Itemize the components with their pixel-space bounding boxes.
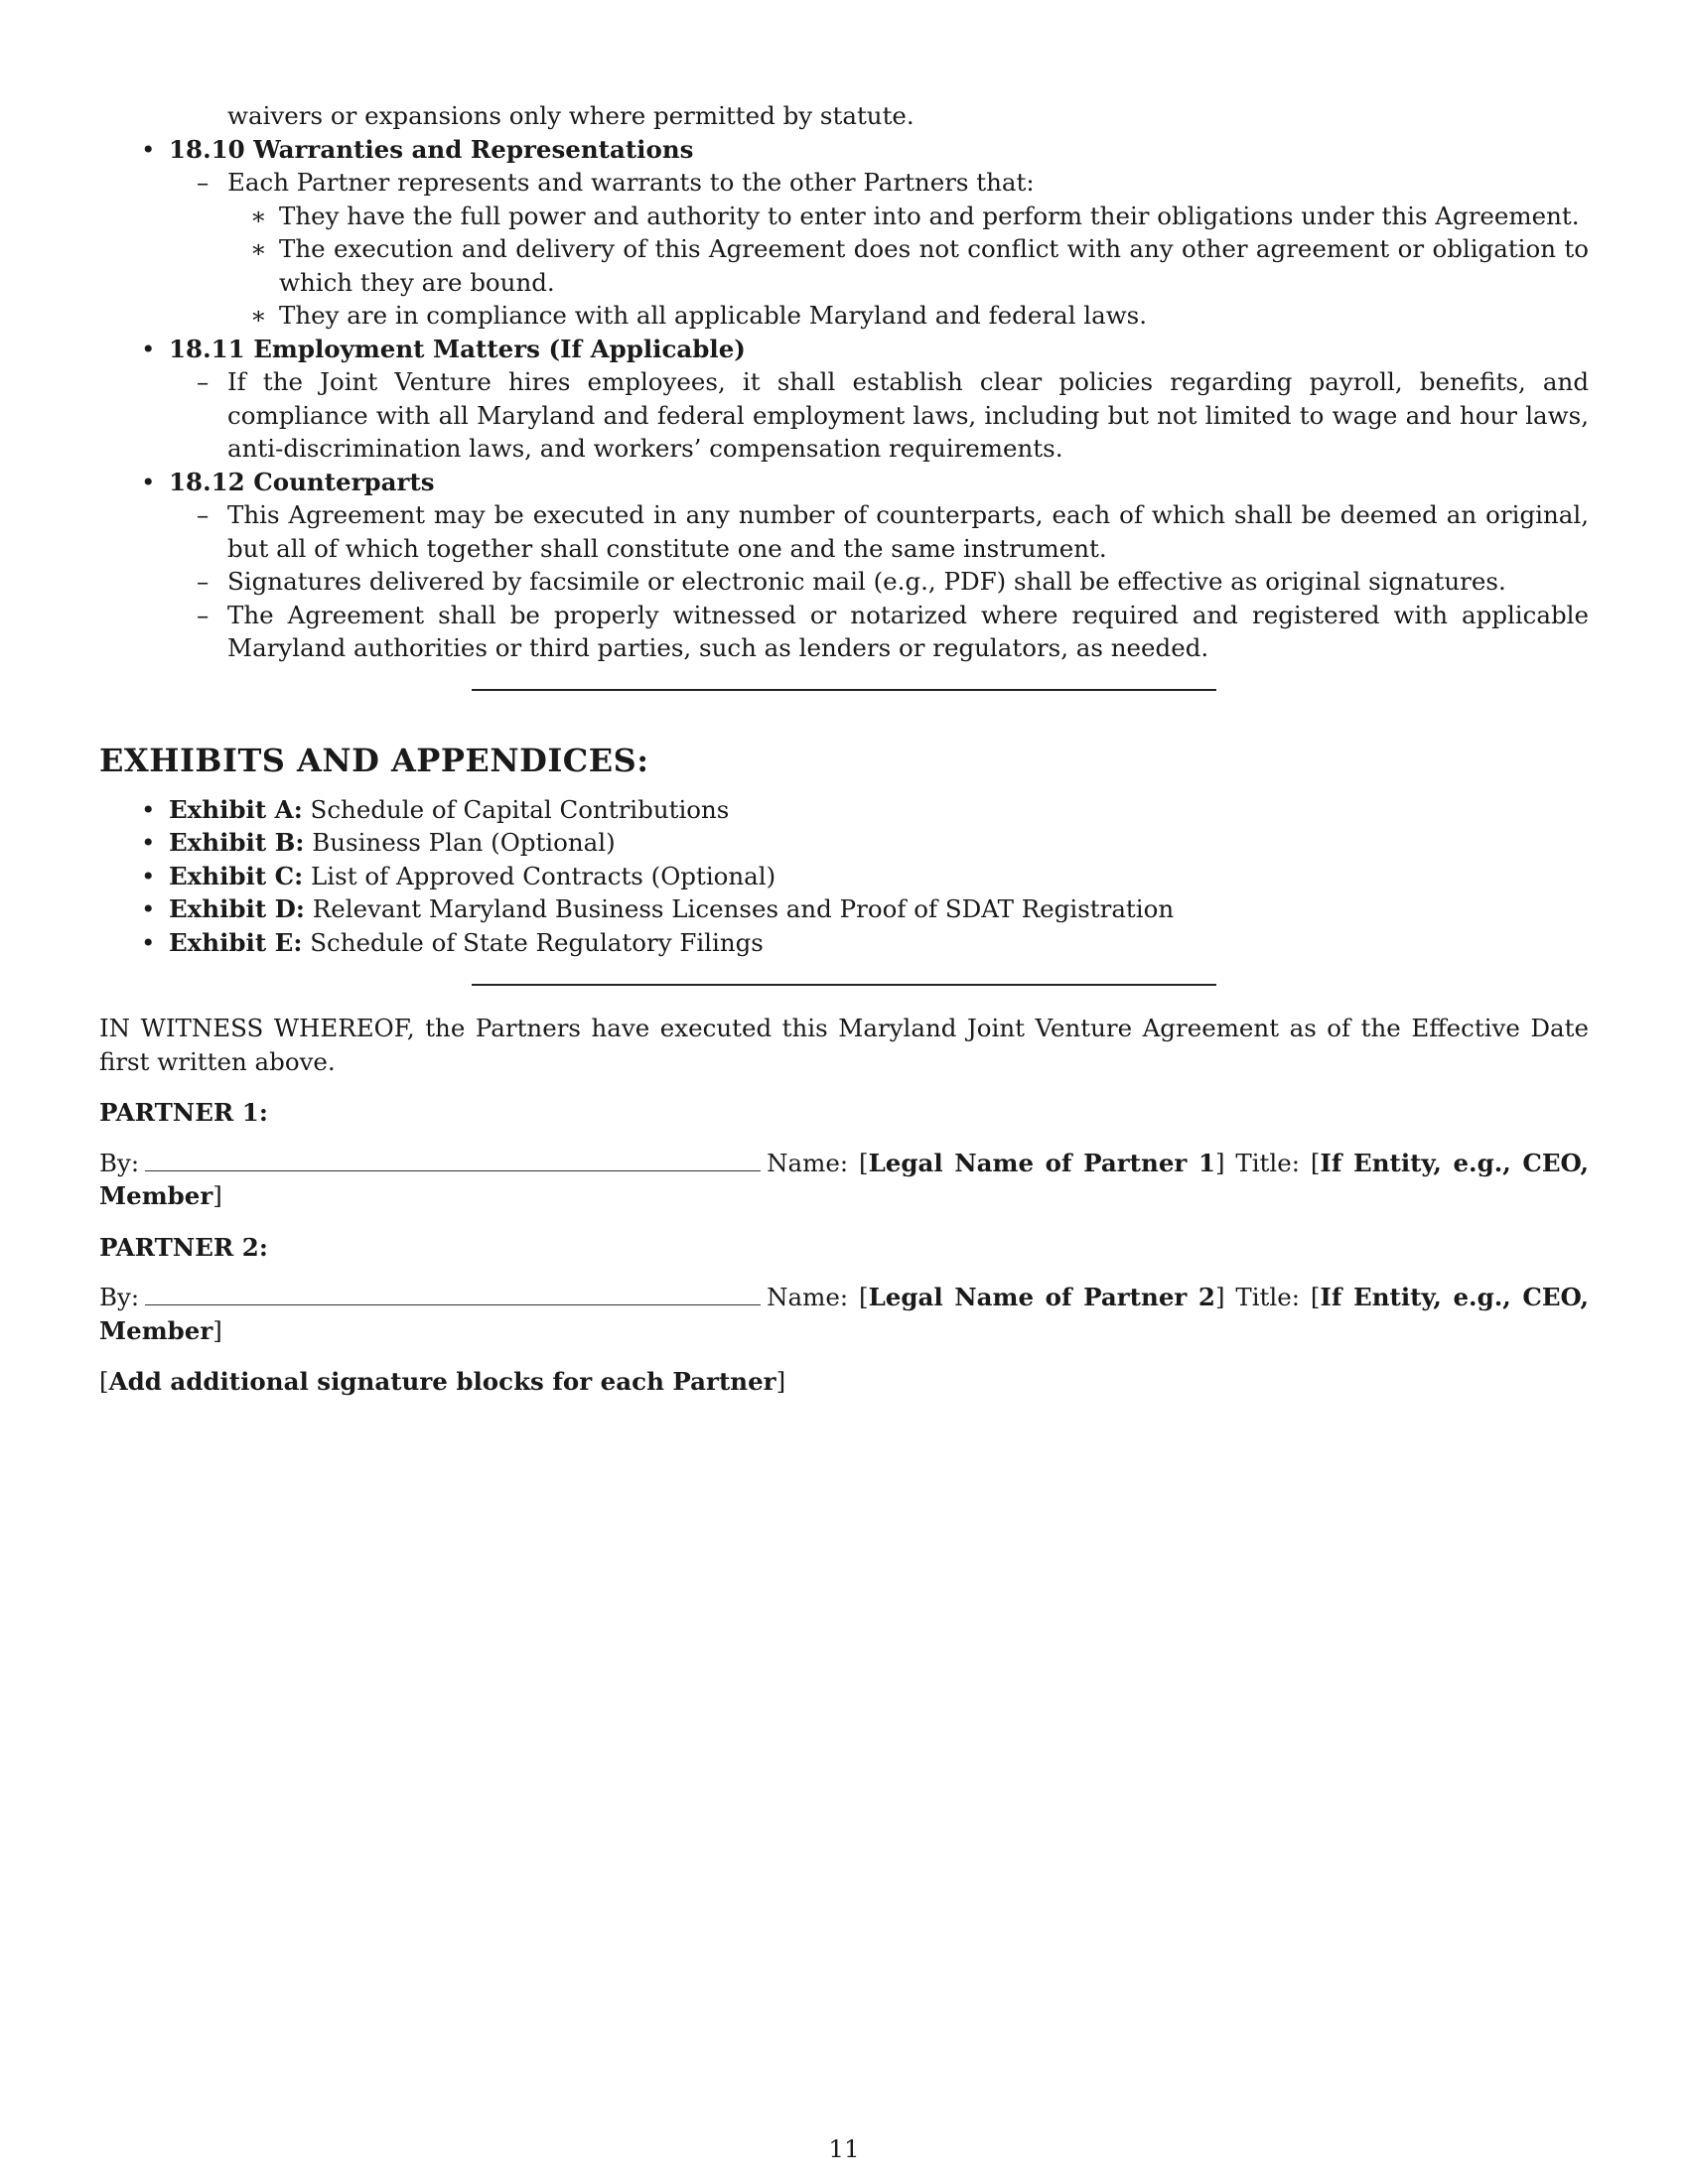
section-18-11 <box>99 333 1589 366</box>
partner-name: Legal Name of Partner 1 <box>868 1148 1215 1177</box>
partner-2-heading: PARTNER 2: <box>99 1232 268 1262</box>
list-item-text: This Agreement may be executed in any number of counterparts, each of which shall be deemed an original, but all of which together shall constitute one and the same instrument. <box>227 500 1589 563</box>
close-bracket: ] <box>212 1315 222 1345</box>
section-18-10-intro <box>99 166 1589 200</box>
open-bracket: [ <box>1310 1283 1321 1311</box>
open-bracket: [ <box>99 1367 109 1396</box>
exhibit-item <box>99 892 1589 926</box>
by-label: By: <box>99 1283 140 1311</box>
close-bracket: ] <box>212 1181 222 1210</box>
exhibit-text: Business Plan (Optional) <box>312 828 616 857</box>
name-label: Name: <box>767 1148 849 1177</box>
list-item-text: They have the full power and authority to enter into and perform their obligations under this Agreement. <box>279 201 1580 230</box>
employment-item <box>99 365 1589 466</box>
exhibits-heading: EXHIBITS AND APPENDICES: <box>99 741 649 779</box>
bullet-marker: • <box>141 927 156 957</box>
exhibit-item <box>99 826 1589 860</box>
exhibit-label: Exhibit B: <box>169 828 305 857</box>
open-bracket: [ <box>859 1283 869 1311</box>
warranty-item <box>99 232 1589 299</box>
exhibit-text: List of Approved Contracts (Optional) <box>311 861 776 890</box>
partner-title: If Entity, e.g., CEO, Member <box>99 1283 1589 1345</box>
name-label: Name: <box>767 1283 849 1311</box>
section-heading: 18.12 Counterparts <box>169 467 435 496</box>
warranty-item <box>99 200 1589 233</box>
exhibit-text: Relevant Maryland Business Licenses and Proof of SDAT Registration <box>312 894 1175 923</box>
exhibit-label: Exhibit D: <box>169 894 305 923</box>
list-item-text: They are in compliance with all applicable Maryland and federal laws. <box>279 301 1148 330</box>
additional-signatures-note <box>99 1365 1589 1399</box>
dash-marker: – <box>197 168 210 197</box>
continuation-line <box>99 99 1589 133</box>
page-number: 11 <box>828 2134 860 2163</box>
close-bracket: ] <box>1214 1283 1225 1311</box>
page-content <box>99 99 1589 1399</box>
dash-marker: – <box>197 367 210 396</box>
witness-paragraph: IN WITNESS WHEREOF, the Partners have executed this Maryland Joint Venture Agreement as of the Effective Date first written above. <box>99 1014 1589 1076</box>
bullet-marker: • <box>141 134 156 164</box>
exhibit-label: Exhibit E: <box>169 927 303 957</box>
signature-line[interactable] <box>145 1283 761 1305</box>
exhibit-item <box>99 793 1589 827</box>
exhibit-text: Schedule of Capital Contributions <box>310 794 730 824</box>
section-heading: 18.11 Employment Matters (If Applicable) <box>169 334 746 363</box>
title-label: Title: <box>1235 1283 1300 1311</box>
bullet-marker: • <box>141 828 156 857</box>
section-18-10 <box>99 133 1589 167</box>
counterparts-item <box>99 565 1589 599</box>
section-18-12 <box>99 466 1589 499</box>
continuation-text: waivers or expansions only where permitted by statute. <box>227 101 914 130</box>
exhibit-text: Schedule of State Regulatory Filings <box>310 927 764 957</box>
bullet-marker: • <box>141 467 156 496</box>
exhibit-label: Exhibit A: <box>169 794 303 824</box>
counterparts-item <box>99 599 1589 665</box>
partner-1-heading: PARTNER 1: <box>99 1098 268 1127</box>
open-bracket: [ <box>859 1148 869 1177</box>
star-marker: ∗ <box>250 234 267 263</box>
partner-1-signature-block <box>99 1147 1589 1213</box>
by-label: By: <box>99 1148 140 1177</box>
list-item-text: Each Partner represents and warrants to the other Partners that: <box>227 168 1035 197</box>
close-bracket: ] <box>1214 1148 1225 1177</box>
list-item-text: The Agreement shall be properly witnessed or notarized where required and registered with applicable Maryland authorities or third parties, such as lenders or regulators, as needed. <box>227 600 1589 662</box>
star-marker: ∗ <box>250 301 267 330</box>
list-item-text: The execution and delivery of this Agreement does not conflict with any other agreement or obligation to which they are bound. <box>279 234 1589 297</box>
horizontal-rule <box>472 689 1216 691</box>
section-heading: 18.10 Warranties and Representations <box>169 134 694 164</box>
close-bracket: ] <box>775 1367 786 1396</box>
bullet-marker: • <box>141 334 156 363</box>
partner-2-signature-block <box>99 1281 1589 1347</box>
list-item-text: Signatures delivered by facsimile or electronic mail (e.g., PDF) shall be effective as original signatures. <box>227 567 1506 596</box>
horizontal-rule <box>472 984 1216 986</box>
bullet-marker: • <box>141 861 156 890</box>
title-label: Title: <box>1235 1148 1300 1177</box>
partner-title: If Entity, e.g., CEO, Member <box>99 1148 1589 1210</box>
additional-signatures-text: Add additional signature blocks for each Partner <box>108 1367 776 1396</box>
list-item-text: If the Joint Venture hires employees, it shall establish clear policies regarding payroll, benefits, and compliance with all Maryland and federal employment laws, including but not limited to wage and hour laws, anti-discrimination laws, and workers’ compensation requirements. <box>227 367 1589 463</box>
warranty-item <box>99 299 1589 333</box>
exhibit-item <box>99 926 1589 960</box>
bullet-marker: • <box>141 794 156 824</box>
exhibit-label: Exhibit C: <box>169 861 304 890</box>
signature-line[interactable] <box>145 1149 761 1171</box>
bullet-marker: • <box>141 894 156 923</box>
dash-marker: – <box>197 600 210 629</box>
star-marker: ∗ <box>250 201 267 230</box>
dash-marker: – <box>197 500 210 529</box>
dash-marker: – <box>197 567 210 596</box>
partner-name: Legal Name of Partner 2 <box>868 1283 1215 1311</box>
counterparts-item <box>99 498 1589 565</box>
exhibit-item <box>99 860 1589 893</box>
open-bracket: [ <box>1310 1148 1321 1177</box>
